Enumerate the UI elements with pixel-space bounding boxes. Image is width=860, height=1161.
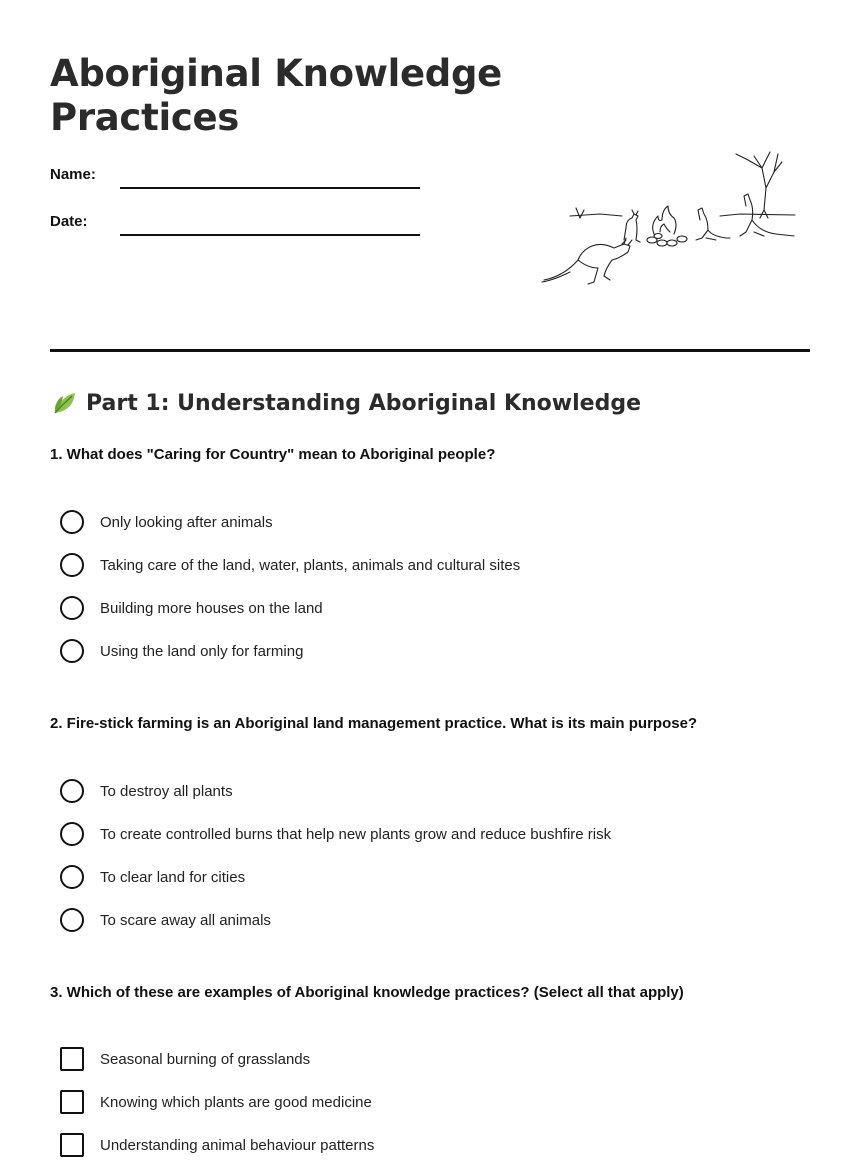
q2-option-1[interactable] [60, 778, 233, 804]
worksheet-title: Aboriginal Knowledge Practices [50, 52, 502, 139]
name-label: Name: [50, 166, 96, 183]
date-field[interactable] [120, 234, 420, 236]
option-label: Understanding animal behaviour patterns [100, 1136, 375, 1154]
q3-option-2[interactable] [60, 1089, 372, 1115]
q1-option-3[interactable] [60, 595, 323, 621]
option-label: Using the land only for farming [100, 642, 304, 660]
question-3: 3. Which of these are examples of Aboriginal knowledge practices? (Select all that apply) [50, 984, 684, 1001]
q2-option-4[interactable] [60, 907, 271, 933]
q2-option-3[interactable] [60, 864, 245, 890]
radio-button[interactable] [60, 908, 84, 932]
option-label: To destroy all plants [100, 782, 233, 800]
radio-button[interactable] [60, 822, 84, 846]
checkbox[interactable] [60, 1090, 84, 1114]
q1-option-1[interactable] [60, 509, 273, 535]
radio-button[interactable] [60, 596, 84, 620]
checkbox[interactable] [60, 1133, 84, 1157]
kangaroos-campfire-illustration [540, 148, 805, 288]
radio-button[interactable] [60, 639, 84, 663]
option-label: Taking care of the land, water, plants, animals and cultural sites [100, 556, 521, 574]
option-label: Seasonal burning of grasslands [100, 1050, 311, 1068]
q3-option-1[interactable] [60, 1046, 310, 1072]
option-label: Building more houses on the land [100, 599, 323, 617]
q3-option-3[interactable] [60, 1132, 374, 1158]
part1-heading [50, 389, 641, 417]
option-label: To clear land for cities [100, 868, 246, 886]
part1-title: Part 1: Understanding Aboriginal Knowledge [86, 390, 641, 416]
question-2: 2. Fire-stick farming is an Aboriginal land management practice. What is its main purpose? [50, 715, 698, 732]
option-label: Knowing which plants are good medicine [100, 1093, 372, 1111]
option-label: Only looking after animals [100, 513, 273, 531]
option-label: To create controlled burns that help new plants grow and reduce bushfire risk [100, 825, 612, 843]
date-label: Date: [50, 213, 88, 230]
radio-button[interactable] [60, 553, 84, 577]
name-field[interactable] [120, 187, 420, 189]
radio-button[interactable] [60, 779, 84, 803]
radio-button[interactable] [60, 510, 84, 534]
q2-option-2[interactable] [60, 821, 611, 847]
option-label: To scare away all animals [100, 911, 271, 929]
checkbox[interactable] [60, 1047, 84, 1071]
question-1: 1. What does "Caring for Country" mean to Aboriginal people? [50, 446, 496, 463]
leaf-icon [50, 389, 78, 417]
q1-option-4[interactable] [60, 638, 303, 664]
radio-button[interactable] [60, 865, 84, 889]
section-divider [50, 349, 810, 352]
q1-option-2[interactable] [60, 552, 520, 578]
